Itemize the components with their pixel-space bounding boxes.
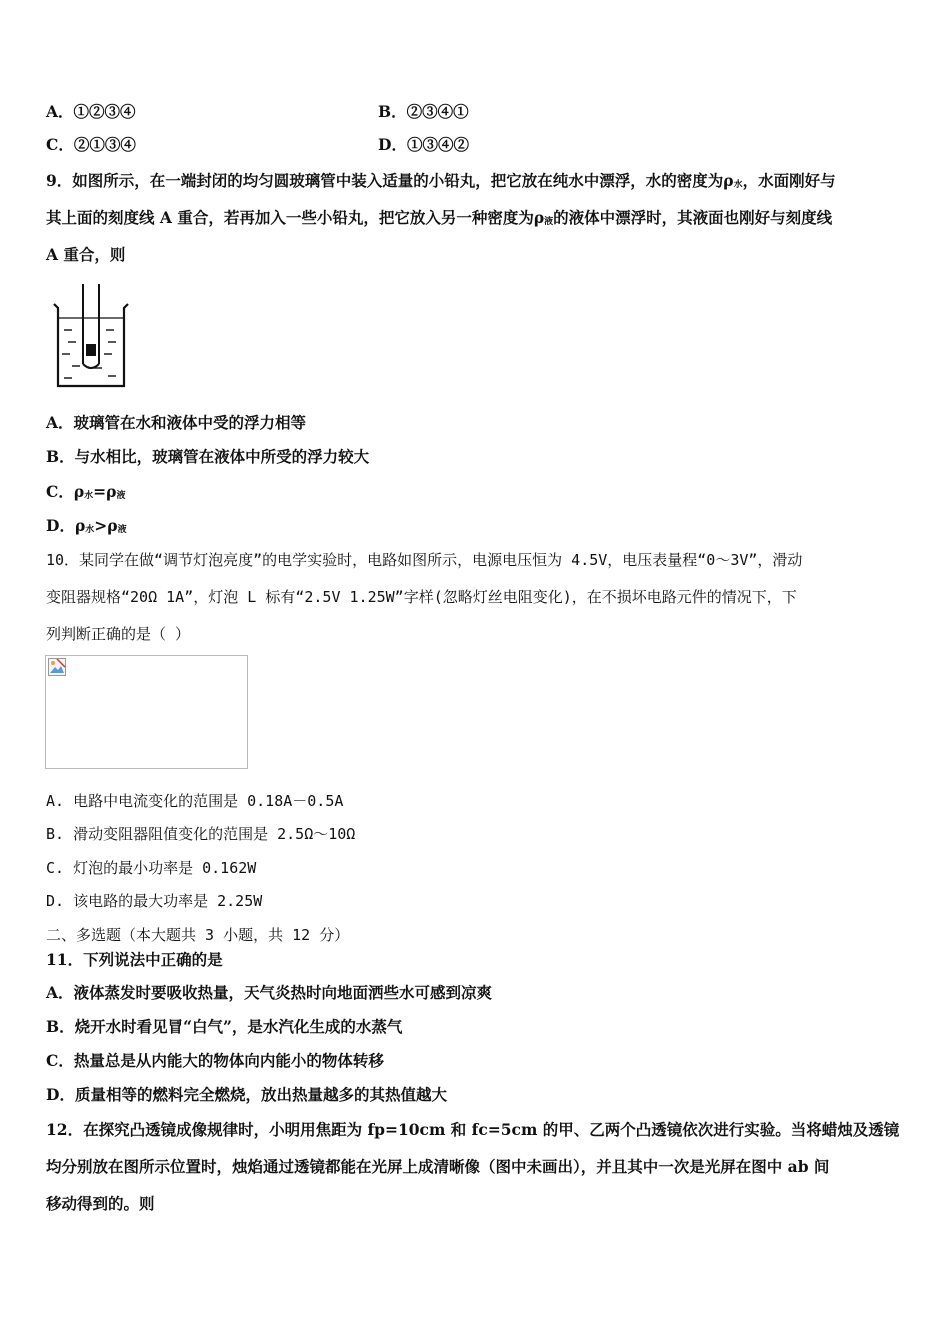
q9-stem-line1: 9．如图所示，在一端封闭的均匀圆玻璃管中装入适量的小铅丸，把它放在纯水中漂浮，水的密度为ρ水，水面刚好与 xyxy=(46,171,836,190)
q11-option-d: D．质量相等的燃料完全燃烧，放出热量越多的其热值越大 xyxy=(46,1085,447,1104)
q11-option-c: C．热量总是从内能大的物体向内能小的物体转移 xyxy=(46,1051,384,1070)
q10-stem-line3: 列判断正确的是（ ） xyxy=(46,625,191,643)
q12-stem-line3: 移动得到的。则 xyxy=(46,1194,155,1213)
q11-option-a: A．液体蒸发时要吸收热量，天气炎热时向地面洒些水可感到凉爽 xyxy=(46,983,493,1002)
q10-option-b: B. 滑动变阻器阻值变化的范围是 2.5Ω～10Ω xyxy=(46,825,356,843)
q10-stem-line2: 变阻器规格“20Ω 1A”，灯泡 L 标有“2.5V 1.25W”字样(忽略灯丝电阻变化)，在不损坏电路元件的情况下，下 xyxy=(46,588,797,606)
q9-stem-line2: 其上面的刻度线 A 重合，若再加入一些小铅丸，把它放入另一种密度为ρ液的液体中漂浮时，其液面也刚好与刻度线 xyxy=(46,208,833,227)
q9-option-d: D．ρ水>ρ液 xyxy=(46,516,127,535)
prev-option-a: A．①②③④ xyxy=(46,102,136,121)
section-heading: 二、多选题（本大题共 3 小题，共 12 分） xyxy=(46,926,350,944)
prev-option-b: B．②③④① xyxy=(378,102,469,121)
prev-option-d: D．①③④② xyxy=(378,135,469,154)
q10-option-a: A. 电路中电流变化的范围是 0.18A－0.5A xyxy=(46,792,344,810)
broken-image-icon xyxy=(48,658,66,676)
q9-option-c: C．ρ水=ρ液 xyxy=(46,482,126,501)
q11-option-b: B．烧开水时看见冒“白气”，是水汽化生成的水蒸气 xyxy=(46,1017,403,1036)
circuit-image-placeholder xyxy=(45,655,248,769)
q12-stem-line2: 均分别放在图所示位置时，烛焰通过透镜都能在光屏上成清晰像（图中未画出），并且其中一次是光屏在图中 ab 间 xyxy=(46,1157,830,1176)
q10-option-c: C. 灯泡的最小功率是 0.162W xyxy=(46,859,257,877)
q11-stem: 11．下列说法中正确的是 xyxy=(46,950,223,969)
beaker-figure xyxy=(50,284,130,390)
q10-option-d: D. 该电路的最大功率是 2.25W xyxy=(46,892,263,910)
q9-stem-line3: A 重合，则 xyxy=(46,245,126,264)
q9-option-b: B．与水相比，玻璃管在液体中所受的浮力较大 xyxy=(46,447,370,466)
q12-stem-line1: 12．在探究凸透镜成像规律时，小明用焦距为 fp=10cm 和 fc=5cm 的甲、乙两个凸透镜依次进行实验。当将蜡烛及透镜 xyxy=(46,1120,900,1139)
prev-option-c: C．②①③④ xyxy=(46,135,136,154)
q9-option-a: A．玻璃管在水和液体中受的浮力相等 xyxy=(46,413,307,432)
q10-stem-line1: 10．某同学在做“调节灯泡亮度”的电学实验时，电路如图所示，电源电压恒为 4.5V，电压表量程“0～3V”，滑动 xyxy=(46,551,803,569)
